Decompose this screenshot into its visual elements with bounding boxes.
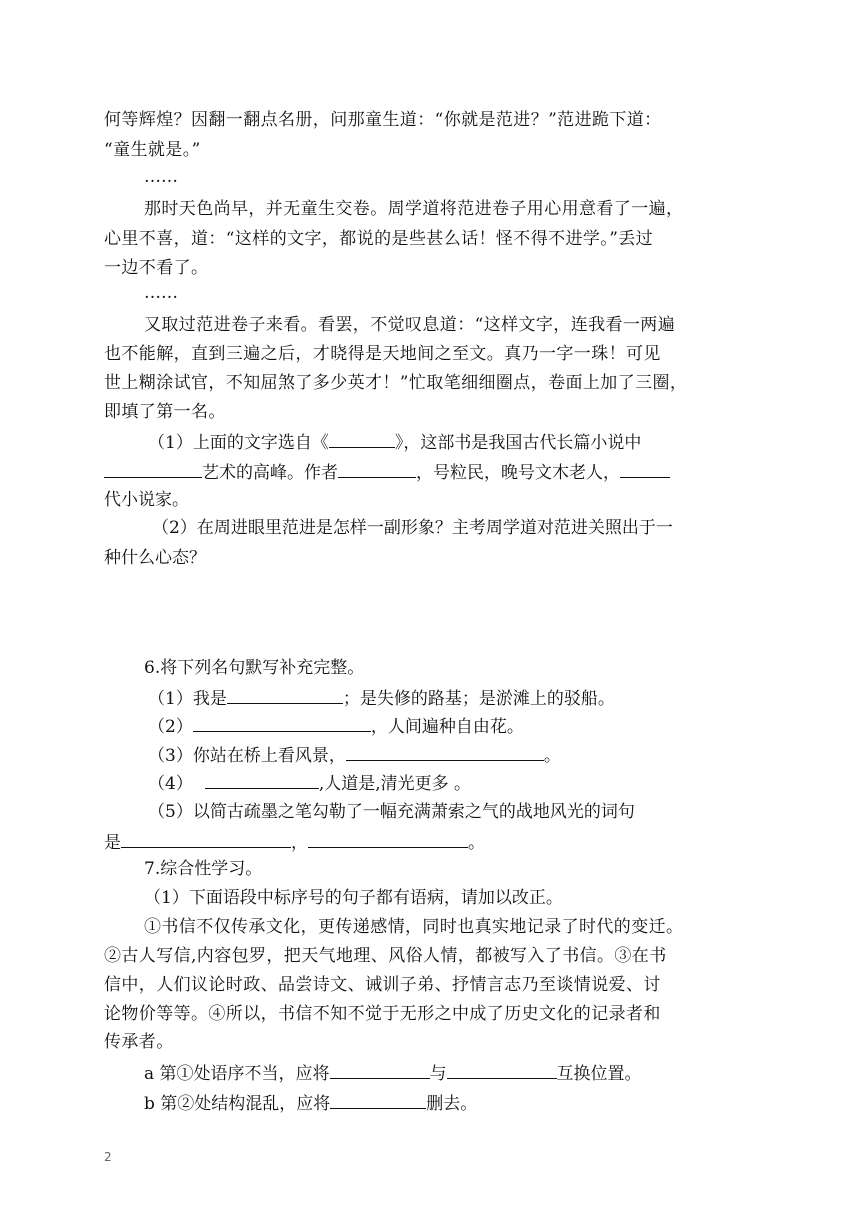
- question-text: 艺术的高峰。作者: [202, 463, 338, 483]
- question-text: a 第①处语序不当，应将: [144, 1064, 330, 1084]
- question-7-b: [144, 1092, 477, 1114]
- answer-blank[interactable]: [620, 461, 670, 478]
- question-text: （3）你站在桥上看风景，: [148, 746, 346, 766]
- answer-blank[interactable]: [329, 431, 395, 448]
- answer-blank[interactable]: [121, 831, 291, 848]
- question-text: ，: [291, 833, 308, 853]
- answer-blank[interactable]: [205, 772, 319, 789]
- question-6-item-2: [148, 715, 524, 737]
- question-text: （1）我是: [148, 689, 227, 709]
- question-text: ,人道是,清光更多 。: [318, 774, 472, 794]
- passage-line: 世上糊涂试官，不知屈煞了多少英才！”忙取笔细细圈点，卷面上加了三圈，: [104, 373, 688, 393]
- question-text: 与: [429, 1064, 447, 1084]
- question-6-title: 6.将下列名句默写补充完整。: [144, 658, 365, 678]
- question-text: （2）: [148, 717, 193, 737]
- question-text: 》，这部书是我国古代长篇小说中: [394, 433, 642, 453]
- question-7-a: [144, 1062, 642, 1084]
- passage-line: “童生就是。”: [104, 140, 201, 160]
- passage-line: 心里不喜，道：“这样的文字，都说的是些甚么话！怪不得不进学。”丢过: [104, 229, 654, 249]
- question-6-item-4: [148, 772, 471, 794]
- question-text: 种什么心态？: [104, 548, 206, 568]
- question-6-item-3: [148, 744, 561, 766]
- answer-blank[interactable]: [330, 1062, 430, 1079]
- passage-line: 又取过范进卷子来看。看罢，不觉叹息道：“这样文字，连我看一两遍: [144, 315, 676, 335]
- question-5-1-line: [148, 431, 641, 453]
- passage-line: 何等辉煌？因翻一翻点名册，问那童生道：“你就是范进？”范进跪下道：: [104, 110, 662, 130]
- question-text: （4）: [148, 774, 193, 794]
- passage-line: 即填了第一名。: [104, 402, 226, 422]
- question-text: （2）在周进眼里范进是怎样一副形象？主考周学道对范进关照出于一: [152, 518, 673, 538]
- question-text: 。: [543, 746, 561, 766]
- answer-blank[interactable]: [193, 715, 371, 732]
- question-text: 代小说家。: [104, 490, 189, 510]
- passage-line: 一边不看了。: [104, 258, 209, 278]
- answer-blank[interactable]: [308, 831, 468, 848]
- question-6-item-5: [104, 831, 485, 853]
- answer-blank[interactable]: [447, 1062, 557, 1079]
- paragraph-line: 论物价等等。④所以，书信不知不觉于无形之中成了历史文化的记录者和: [104, 1004, 661, 1024]
- question-text: ；是失修的路基；是淤滩上的驳船。: [342, 689, 615, 709]
- question-text: （5）以简古疏墨之笔勾勒了一幅充满萧索之气的战地风光的词句: [148, 802, 635, 822]
- paragraph-line: ①书信不仅传承文化，更传递感情，同时也真实地记录了时代的变迁。: [144, 917, 684, 937]
- ellipsis: ……: [144, 283, 178, 303]
- question-text: 是: [104, 833, 121, 853]
- answer-blank[interactable]: [227, 687, 343, 704]
- question-text: （1）上面的文字选自《: [148, 433, 329, 453]
- answer-blank[interactable]: [330, 1092, 426, 1109]
- question-7-title: 7.综合性学习。: [144, 859, 263, 879]
- paragraph-line: 传承者。: [104, 1032, 174, 1052]
- ellipsis: ……: [144, 167, 178, 187]
- answer-blank[interactable]: [346, 744, 544, 761]
- question-text: 。: [468, 833, 485, 853]
- question-text: ，号粒民，晚号文木老人，: [416, 463, 620, 483]
- answer-blank[interactable]: [338, 461, 416, 478]
- question-6-item-1: [148, 687, 615, 709]
- page-number: 2: [104, 1150, 112, 1164]
- question-7-sub: （1）下面语段中标序号的句子都有语病，请加以改正。: [144, 888, 563, 908]
- paragraph-line: ②古人写信,内容包罗，把天气地理、风俗人情，都被写入了书信。③在书: [104, 946, 667, 966]
- question-5-1-line: [104, 461, 670, 483]
- question-text: ，人间遍种自由花。: [370, 717, 524, 737]
- question-text: b 第②处结构混乱，应将: [144, 1094, 331, 1114]
- passage-line: 那时天色尚早，并无童生交卷。周学道将范进卷子用心用意看了一遍，: [144, 199, 684, 219]
- answer-blank[interactable]: [104, 461, 202, 478]
- question-text: 删去。: [426, 1094, 478, 1114]
- question-text: 互换位置。: [556, 1064, 642, 1084]
- passage-line: 也不能解，直到三遍之后，才晓得是天地间之至文。真乃一字一珠！可见: [104, 344, 661, 364]
- paragraph-line: 信中，人们议论时政、品尝诗文、诫训子弟、抒情言志乃至谈情说爱、讨: [104, 975, 661, 995]
